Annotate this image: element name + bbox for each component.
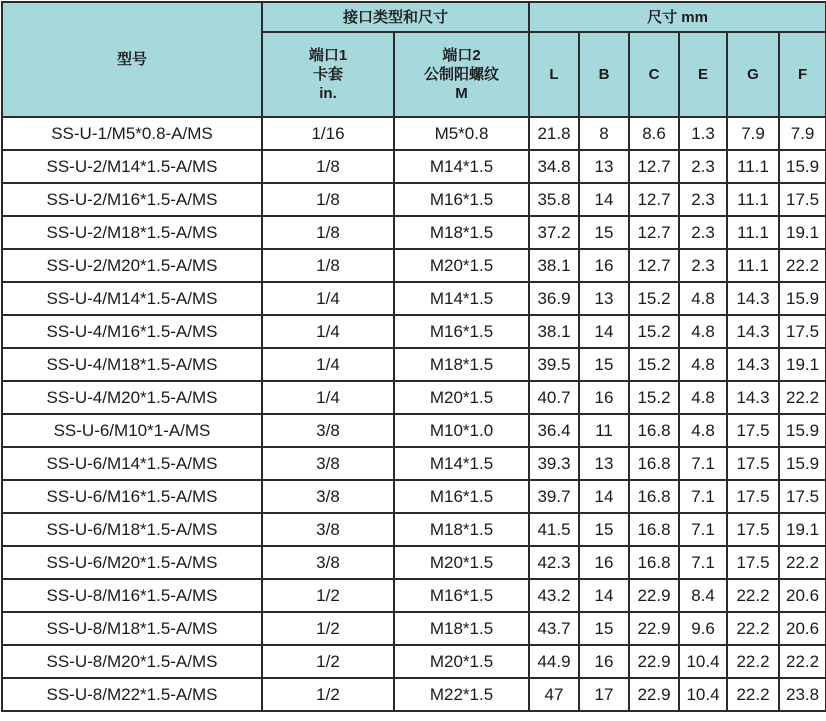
dim-g-cell: 14.3 — [727, 315, 779, 348]
port2-cell: M16*1.5 — [394, 480, 529, 513]
model-cell: SS-U-8/M16*1.5-A/MS — [2, 579, 262, 612]
port2-cell: M14*1.5 — [394, 447, 529, 480]
dim-c-cell: 15.2 — [629, 315, 679, 348]
dim-f-cell: 17.5 — [779, 315, 826, 348]
port1-cell: 1/2 — [262, 645, 394, 678]
model-cell: SS-U-4/M16*1.5-A/MS — [2, 315, 262, 348]
dim-g-cell: 14.3 — [727, 282, 779, 315]
dim-c-cell: 22.9 — [629, 678, 679, 711]
port1-cell: 1/4 — [262, 315, 394, 348]
dim-b-cell: 16 — [579, 249, 629, 282]
table-row — [2, 546, 826, 579]
dim-c-cell: 12.7 — [629, 249, 679, 282]
table-row — [2, 612, 826, 645]
port1-cell: 3/8 — [262, 480, 394, 513]
dim-c-cell: 16.8 — [629, 546, 679, 579]
dim-e-cell: 8.4 — [679, 579, 727, 612]
dim-l-cell: 38.1 — [529, 315, 579, 348]
port1-cell: 1/4 — [262, 282, 394, 315]
dim-f-cell: 19.1 — [779, 348, 826, 381]
dim-e-cell: 2.3 — [679, 150, 727, 183]
dim-c-cell: 22.9 — [629, 645, 679, 678]
model-cell: SS-U-6/M18*1.5-A/MS — [2, 513, 262, 546]
port2-cell: M20*1.5 — [394, 381, 529, 414]
dim-c-cell: 12.7 — [629, 183, 679, 216]
dim-b-cell: 15 — [579, 612, 629, 645]
port2-cell: M20*1.5 — [394, 645, 529, 678]
model-cell: SS-U-6/M20*1.5-A/MS — [2, 546, 262, 579]
dim-l-cell: 42.3 — [529, 546, 579, 579]
model-cell: SS-U-4/M18*1.5-A/MS — [2, 348, 262, 381]
dim-g-cell: 22.2 — [727, 579, 779, 612]
table-row — [2, 579, 826, 612]
dim-b-cell: 14 — [579, 183, 629, 216]
table-row — [2, 183, 826, 216]
dim-e-cell: 7.1 — [679, 546, 727, 579]
dim-g-cell: 17.5 — [727, 447, 779, 480]
port1-cell: 3/8 — [262, 546, 394, 579]
port2-cell: M20*1.5 — [394, 249, 529, 282]
dim-b-cell: 11 — [579, 414, 629, 447]
dim-l-cell: 38.1 — [529, 249, 579, 282]
model-cell: SS-U-8/M22*1.5-A/MS — [2, 678, 262, 711]
model-cell: SS-U-8/M18*1.5-A/MS — [2, 612, 262, 645]
header-dim-b: B — [579, 32, 629, 117]
dim-g-cell: 22.2 — [727, 645, 779, 678]
port1-cell: 1/8 — [262, 183, 394, 216]
dim-b-cell: 16 — [579, 381, 629, 414]
port1-cell: 1/2 — [262, 612, 394, 645]
model-cell: SS-U-6/M10*1-A/MS — [2, 414, 262, 447]
dim-g-cell: 17.5 — [727, 414, 779, 447]
dim-e-cell: 10.4 — [679, 678, 727, 711]
dim-l-cell: 39.3 — [529, 447, 579, 480]
dim-b-cell: 13 — [579, 150, 629, 183]
model-cell: SS-U-2/M20*1.5-A/MS — [2, 249, 262, 282]
dim-g-cell: 11.1 — [727, 183, 779, 216]
port2-cell: M14*1.5 — [394, 150, 529, 183]
port1-cell: 1/2 — [262, 678, 394, 711]
dim-l-cell: 43.2 — [529, 579, 579, 612]
dim-f-cell: 7.9 — [779, 117, 826, 150]
model-cell: SS-U-1/M5*0.8-A/MS — [2, 117, 262, 150]
dim-c-cell: 12.7 — [629, 150, 679, 183]
dim-f-cell: 15.9 — [779, 414, 826, 447]
dim-c-cell: 15.2 — [629, 348, 679, 381]
port1-cell: 1/8 — [262, 249, 394, 282]
port2-cell: M18*1.5 — [394, 513, 529, 546]
dim-l-cell: 43.7 — [529, 612, 579, 645]
port1-cell: 1/16 — [262, 117, 394, 150]
port2-cell: M22*1.5 — [394, 678, 529, 711]
port1-cell: 1/4 — [262, 381, 394, 414]
model-cell: SS-U-8/M20*1.5-A/MS — [2, 645, 262, 678]
header-port2 — [394, 32, 529, 117]
dim-b-cell: 13 — [579, 447, 629, 480]
dim-e-cell: 7.1 — [679, 480, 727, 513]
dim-b-cell: 17 — [579, 678, 629, 711]
model-cell: SS-U-2/M14*1.5-A/MS — [2, 150, 262, 183]
table-row — [2, 414, 826, 447]
dim-c-cell: 16.8 — [629, 480, 679, 513]
header-dim-f: F — [779, 32, 826, 117]
dim-g-cell: 22.2 — [727, 612, 779, 645]
header-dim-e: E — [679, 32, 727, 117]
dim-e-cell: 4.8 — [679, 315, 727, 348]
port2-cell: M16*1.5 — [394, 579, 529, 612]
table-row — [2, 150, 826, 183]
port2-cell: M16*1.5 — [394, 315, 529, 348]
table-row — [2, 282, 826, 315]
port2-cell: M18*1.5 — [394, 348, 529, 381]
table-header — [2, 2, 826, 117]
dim-f-cell: 15.9 — [779, 150, 826, 183]
table-row — [2, 513, 826, 546]
port1-cell: 1/4 — [262, 348, 394, 381]
dim-e-cell: 10.4 — [679, 645, 727, 678]
dim-f-cell: 22.2 — [779, 249, 826, 282]
dim-l-cell: 36.4 — [529, 414, 579, 447]
dim-b-cell: 14 — [579, 480, 629, 513]
header-interface-group: 接口类型和尺寸 — [262, 2, 529, 32]
port2-cell: M16*1.5 — [394, 183, 529, 216]
dim-l-cell: 35.8 — [529, 183, 579, 216]
dim-g-cell: 17.5 — [727, 513, 779, 546]
dim-f-cell: 22.2 — [779, 645, 826, 678]
dim-l-cell: 36.9 — [529, 282, 579, 315]
dim-f-cell: 23.8 — [779, 678, 826, 711]
header-port2-line: M — [455, 85, 468, 102]
dim-b-cell: 14 — [579, 315, 629, 348]
port1-cell: 3/8 — [262, 414, 394, 447]
table-row — [2, 447, 826, 480]
dim-l-cell: 39.5 — [529, 348, 579, 381]
dim-l-cell: 44.9 — [529, 645, 579, 678]
dim-c-cell: 15.2 — [629, 282, 679, 315]
table-row — [2, 480, 826, 513]
dim-e-cell: 4.8 — [679, 381, 727, 414]
model-cell: SS-U-2/M18*1.5-A/MS — [2, 216, 262, 249]
dim-e-cell: 1.3 — [679, 117, 727, 150]
table-row — [2, 678, 826, 711]
port2-cell: M20*1.5 — [394, 546, 529, 579]
dim-b-cell: 15 — [579, 513, 629, 546]
dim-c-cell: 16.8 — [629, 414, 679, 447]
port1-cell: 1/2 — [262, 579, 394, 612]
dim-f-cell: 22.2 — [779, 546, 826, 579]
dim-e-cell: 7.1 — [679, 513, 727, 546]
dim-f-cell: 15.9 — [779, 282, 826, 315]
header-dim-g: G — [727, 32, 779, 117]
table-body — [2, 117, 826, 711]
dim-b-cell: 15 — [579, 216, 629, 249]
dim-c-cell: 16.8 — [629, 447, 679, 480]
dim-e-cell: 4.8 — [679, 414, 727, 447]
port2-cell: M18*1.5 — [394, 216, 529, 249]
dim-e-cell: 2.3 — [679, 216, 727, 249]
port2-cell: M5*0.8 — [394, 117, 529, 150]
dim-b-cell: 8 — [579, 117, 629, 150]
dim-f-cell: 20.6 — [779, 612, 826, 645]
dim-b-cell: 13 — [579, 282, 629, 315]
dim-l-cell: 41.5 — [529, 513, 579, 546]
table-row — [2, 216, 826, 249]
model-cell: SS-U-2/M16*1.5-A/MS — [2, 183, 262, 216]
model-cell: SS-U-6/M16*1.5-A/MS — [2, 480, 262, 513]
dim-f-cell: 22.2 — [779, 381, 826, 414]
header-port1-line: in. — [319, 85, 337, 102]
dim-l-cell: 40.7 — [529, 381, 579, 414]
header-dims-group: 尺寸 mm — [529, 2, 826, 32]
dim-b-cell: 15 — [579, 348, 629, 381]
dim-e-cell: 4.8 — [679, 348, 727, 381]
header-dim-l: L — [529, 32, 579, 117]
dim-e-cell: 2.3 — [679, 249, 727, 282]
dim-c-cell: 8.6 — [629, 117, 679, 150]
dim-b-cell: 16 — [579, 645, 629, 678]
table-row — [2, 348, 826, 381]
dim-e-cell: 4.8 — [679, 282, 727, 315]
dim-f-cell: 20.6 — [779, 579, 826, 612]
header-port1 — [262, 32, 394, 117]
table-row — [2, 117, 826, 150]
header-port1-line: 卡套 — [312, 66, 343, 83]
dim-g-cell: 17.5 — [727, 546, 779, 579]
dim-l-cell: 39.7 — [529, 480, 579, 513]
model-cell: SS-U-6/M14*1.5-A/MS — [2, 447, 262, 480]
dim-e-cell: 2.3 — [679, 183, 727, 216]
dim-g-cell: 17.5 — [727, 480, 779, 513]
port1-cell: 3/8 — [262, 447, 394, 480]
port2-cell: M14*1.5 — [394, 282, 529, 315]
table-row — [2, 249, 826, 282]
dim-c-cell: 12.7 — [629, 216, 679, 249]
port1-cell: 3/8 — [262, 513, 394, 546]
dim-g-cell: 11.1 — [727, 216, 779, 249]
dim-e-cell: 7.1 — [679, 447, 727, 480]
header-port2-line: 公制阳螺纹 — [424, 66, 500, 83]
dim-f-cell: 19.1 — [779, 216, 826, 249]
model-cell: SS-U-4/M14*1.5-A/MS — [2, 282, 262, 315]
table-row — [2, 645, 826, 678]
dim-e-cell: 9.6 — [679, 612, 727, 645]
dim-f-cell: 15.9 — [779, 447, 826, 480]
dim-g-cell: 14.3 — [727, 348, 779, 381]
port1-cell: 1/8 — [262, 150, 394, 183]
dim-l-cell: 37.2 — [529, 216, 579, 249]
port2-cell: M18*1.5 — [394, 612, 529, 645]
dim-g-cell: 11.1 — [727, 249, 779, 282]
port1-cell: 1/8 — [262, 216, 394, 249]
dim-c-cell: 22.9 — [629, 579, 679, 612]
dim-b-cell: 14 — [579, 579, 629, 612]
dim-c-cell: 22.9 — [629, 612, 679, 645]
dim-g-cell: 7.9 — [727, 117, 779, 150]
dim-l-cell: 47 — [529, 678, 579, 711]
model-cell: SS-U-4/M20*1.5-A/MS — [2, 381, 262, 414]
dim-g-cell: 14.3 — [727, 381, 779, 414]
dim-g-cell: 11.1 — [727, 150, 779, 183]
dim-l-cell: 21.8 — [529, 117, 579, 150]
header-port2-line: 端口2 — [442, 47, 481, 64]
port2-cell: M10*1.0 — [394, 414, 529, 447]
header-dim-c: C — [629, 32, 679, 117]
dim-g-cell: 22.2 — [727, 678, 779, 711]
header-port1-line: 端口1 — [308, 47, 348, 64]
header-model: 型号 — [2, 2, 262, 117]
table-row — [2, 315, 826, 348]
dim-f-cell: 19.1 — [779, 513, 826, 546]
dim-l-cell: 34.8 — [529, 150, 579, 183]
dim-b-cell: 16 — [579, 546, 629, 579]
dim-f-cell: 17.5 — [779, 480, 826, 513]
dim-f-cell: 17.5 — [779, 183, 826, 216]
dim-c-cell: 15.2 — [629, 381, 679, 414]
table-row — [2, 381, 826, 414]
dim-c-cell: 16.8 — [629, 513, 679, 546]
spec-table — [1, 1, 826, 712]
